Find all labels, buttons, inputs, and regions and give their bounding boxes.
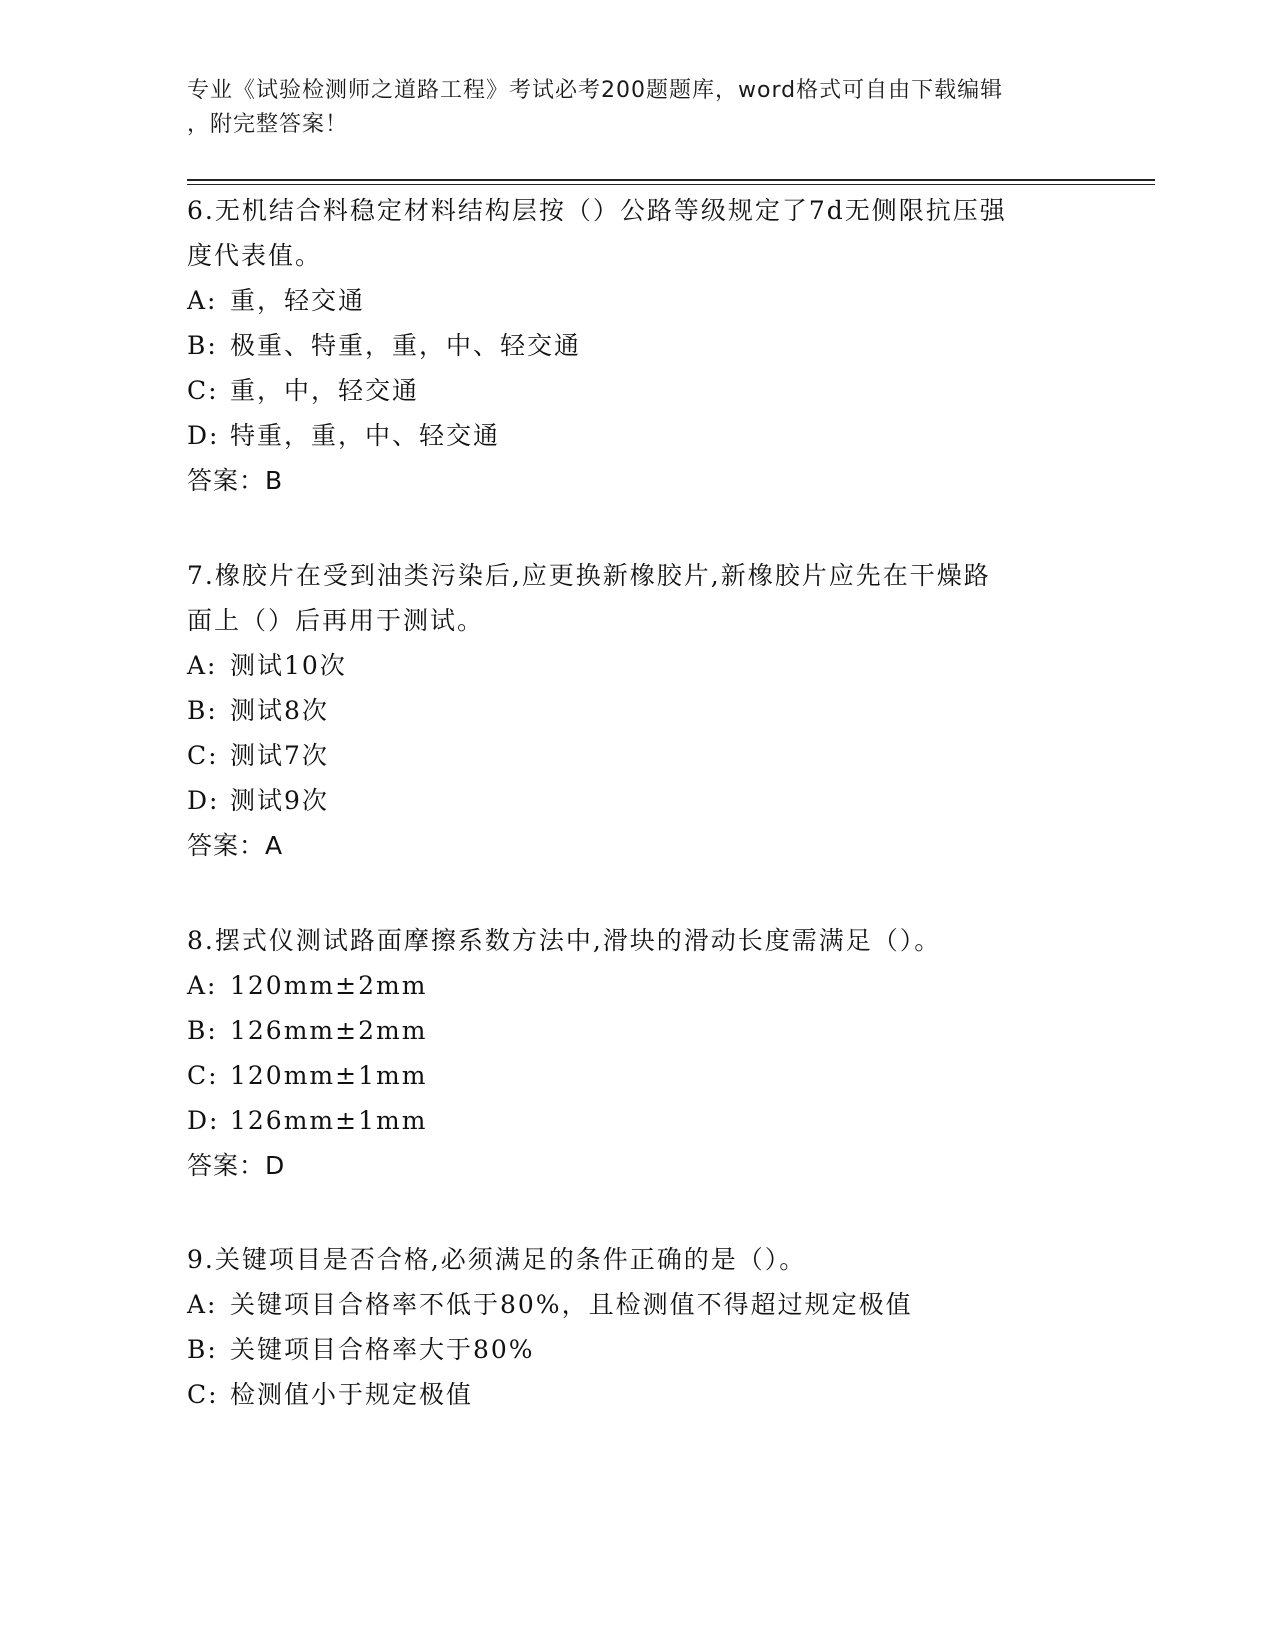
- option-text: 测试7次: [230, 741, 329, 770]
- option-text: 极重、特重，重，中、轻交通: [230, 331, 582, 360]
- question-7: [187, 553, 1087, 868]
- question-stem-line: 6.无机结合料稳定材料结构层按（）公路等级规定了7d无侧限抗压强: [187, 196, 1007, 225]
- option-key: B:: [187, 1335, 218, 1364]
- option-key: B:: [187, 1016, 218, 1045]
- option-b: [187, 1008, 1087, 1053]
- option-key: B:: [187, 331, 218, 360]
- option-text: 测试8次: [230, 696, 329, 725]
- question-stem-line: 面上（）后再用于测试。: [187, 606, 485, 635]
- option-text: 测试10次: [230, 651, 347, 680]
- option-c: [187, 733, 1087, 778]
- option-text: 检测值小于规定极值: [230, 1380, 474, 1409]
- option-text: 120mm±1mm: [230, 1061, 428, 1090]
- option-d: [187, 413, 1087, 458]
- option-a: [187, 963, 1087, 1008]
- option-key: A:: [187, 1290, 218, 1319]
- answer-line: 答案：B: [187, 466, 284, 495]
- option-b: [187, 1327, 1087, 1372]
- option-text: 关键项目合格率大于80%: [230, 1335, 535, 1364]
- option-key: A:: [187, 971, 218, 1000]
- option-text: 关键项目合格率不低于80%，且检测值不得超过规定极值: [230, 1290, 913, 1319]
- question-stem-line: 9.关键项目是否合格,必须满足的条件正确的是（）。: [187, 1245, 807, 1274]
- option-text: 126mm±1mm: [230, 1106, 428, 1135]
- question-9: [187, 1237, 1087, 1417]
- option-b: [187, 323, 1087, 368]
- header-line-2: ，附完整答案！: [187, 112, 349, 137]
- header-divider-thin: [187, 184, 1155, 185]
- option-a: [187, 643, 1087, 688]
- option-text: 测试9次: [230, 786, 329, 815]
- option-key: C:: [187, 1061, 219, 1090]
- option-key: D:: [187, 421, 220, 450]
- option-d: [187, 1098, 1087, 1143]
- option-key: A:: [187, 651, 218, 680]
- option-text: 特重，重，中、轻交通: [230, 421, 501, 450]
- option-a: [187, 278, 1087, 323]
- option-key: B:: [187, 696, 218, 725]
- question-stem-line: 8.摆式仪测试路面摩擦系数方法中,滑块的滑动长度需满足（）。: [187, 926, 942, 955]
- answer-line: 答案：A: [187, 831, 284, 860]
- answer-line: 答案：D: [187, 1151, 286, 1180]
- question-6: [187, 188, 1087, 503]
- option-key: C:: [187, 741, 219, 770]
- option-key: A:: [187, 286, 218, 315]
- option-text: 120mm±2mm: [230, 971, 428, 1000]
- option-key: C:: [187, 376, 219, 405]
- option-text: 重，轻交通: [230, 286, 366, 315]
- option-key: D:: [187, 786, 220, 815]
- question-8: [187, 918, 1087, 1188]
- option-c: [187, 1372, 1087, 1417]
- option-b: [187, 688, 1087, 733]
- option-d: [187, 778, 1087, 823]
- option-text: 重，中，轻交通: [230, 376, 420, 405]
- option-key: C:: [187, 1380, 219, 1409]
- question-stem-line: 7.橡胶片在受到油类污染后,应更换新橡胶片,新橡胶片应先在干燥路: [187, 561, 991, 590]
- document-header: [187, 74, 1087, 142]
- option-key: D:: [187, 1106, 220, 1135]
- option-c: [187, 1053, 1087, 1098]
- header-divider-thick: [187, 179, 1155, 181]
- option-text: 126mm±2mm: [230, 1016, 428, 1045]
- option-a: [187, 1282, 1087, 1327]
- header-line-1: 专业《试验检测师之道路工程》考试必考200题题库，word格式可自由下载编辑: [187, 78, 1004, 103]
- option-c: [187, 368, 1087, 413]
- question-stem-line: 度代表值。: [187, 241, 323, 270]
